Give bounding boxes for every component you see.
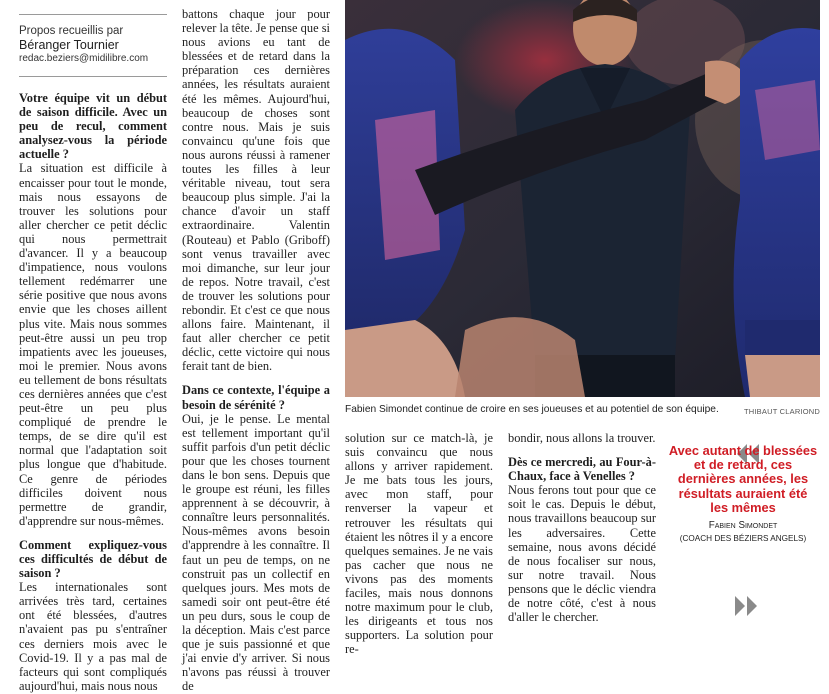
byline-intro: Propos recueillis par: [19, 25, 124, 37]
question: Dès ce mercredi, au Four-à-Chaux, face à Venelles ?: [508, 455, 656, 484]
close-quote-icon: [733, 594, 761, 618]
photo-credit: THIBAUT CLARIOND: [744, 407, 820, 416]
question: Votre équipe vit un début de saison difficile. Avec un peu de recul, comment analysez-vous la période actuelle ?: [19, 91, 167, 162]
question: Dans ce contexte, l'équipe a besoin de sérénité ?: [182, 383, 330, 412]
answer-paragraph: Les internationales sont arrivées très tard, certaines ont été blessées, d'autres n'avaient pas pu s'entraîner ces derniers mois avec le Covid-19. Il y a pas mal de facteurs qui sont compliqués aujourd'hui, mais nous nous: [19, 580, 167, 693]
pull-quote: [668, 444, 818, 545]
article-column-2: [182, 7, 330, 694]
answer-paragraph: bondir, nous allons la trouver.: [508, 431, 656, 445]
byline: [19, 14, 167, 66]
byline-email: redac.beziers@midilibre.com: [19, 53, 149, 64]
byline-author: Béranger Tournier: [19, 38, 119, 52]
article-column-1: [19, 91, 167, 693]
answer-paragraph: Nous ferons tout pour que ce soit le cas. Depuis le début, nous travaillons beaucoup sur les adversaires. Cette semaine, nous avons décidé de nous focaliser sur nous, sur notre travail. Nous pensons que le déclic viendra de notre côté, c'est à nous d'aller le chercher.: [508, 483, 656, 625]
pull-quote-role: (COACH DES BÉZIERS ANGELS): [679, 534, 807, 544]
answer-paragraph: solution sur ce match-là, je suis convaincu que nous allons y arriver rapidement. Je me bats tous les jours, avec mon staff, pour renverser la vapeur et retrouver les résultats qui étaient les nôtres il y a encore quelques semaines. Je ne vais pas cacher que nous ne vivons pas des moments faciles, mais nous donnons notre maximum pour le club, les dirigeants et tous nos supporters. La solution pour re-: [345, 431, 493, 657]
article-photo: [345, 0, 820, 397]
question: Comment expliquez-vous ces difficultés de début de saison ?: [19, 537, 167, 581]
pull-quote-text: Avec autant de blessées et de retard, ces dernières années, les résultats auraient été les mêmes: [668, 443, 818, 515]
byline-divider: [19, 76, 167, 77]
answer-paragraph: battons chaque jour pour relever la tête. Je pense que si nous avions eu tant de blessées et de retard dans la préparation ces dernières années, les résultats auraient été les mêmes. Aujourd'hui, beaucoup de choses sont contre nous. Mais je suis convaincu qu'une fois que nous aurons réussi à ramener toutes les filles à leur véritable niveau, tout sera beaucoup plus simple. J'ai la chance d'avoir un staff extraordinaire. Valentin (Routeau) et Pablo (Griboff) sont venus travailler avec moi dimanche, sur leur jour de repos. Notre travail, c'est de trouver les solutions pour rebondir. Et c'est ce que nous allons faire. Maintenant, il faut aller chercher ce petit déclic, cette victoire qui nous ferait tant de bien.: [182, 7, 330, 374]
photo-caption: Fabien Simondet continue de croire en ses joueuses et au potentiel de son équipe.: [345, 404, 719, 415]
answer-paragraph: La situation est difficile à encaisser pour tout le monde, mais nous essayons de trouver les solutions pour aller chercher ce petit déclic qui nous permettrait d'avancer. Il y a beaucoup d'impatience, nous voulons tellement redémarrer une série positive que nous avons envie que les choses aillent plus vite. Mais nous sommes peut-être aussi un peu trop impatients avec les joueuses, moi le premier. Nous avons eu tellement de bons résultats ces dernières années que c'est peut-être un peu plus compliqué de prendre le temps, de se dire qu'il est normal que l'adaptation soit plus longue que d'habitude. Ce genre de périodes difficiles doivent nous permettre de grandir, d'apprendre sur nous-mêmes.: [19, 161, 167, 528]
photo-illustration: [345, 0, 820, 397]
article-column-4: [508, 431, 656, 624]
pull-quote-author-name: Fabien Simondet: [708, 520, 778, 532]
pull-quote-author: [668, 519, 818, 533]
answer-paragraph: Oui, je le pense. Le mental est tellement important qu'il suffit parfois d'un petit déclic pour que les choses tournent dans le bon sens. Depuis que le groupe est réuni, les filles apprennent à se découvrir, à connaître leurs personnalités. Nous-mêmes avons besoin d'apprendre à les connaître. Il faut un peu de temps, on ne construit pas un collectif en quelques jours. Mes mots de samedi soir ont peut-être été un peu durs, sous le coup de la déception. Mais c'est parce que je suis passionné et que j'ai envie d'y arriver. Si nous n'avons pas réussi à trouver de: [182, 411, 330, 694]
article-column-3: [345, 431, 493, 657]
